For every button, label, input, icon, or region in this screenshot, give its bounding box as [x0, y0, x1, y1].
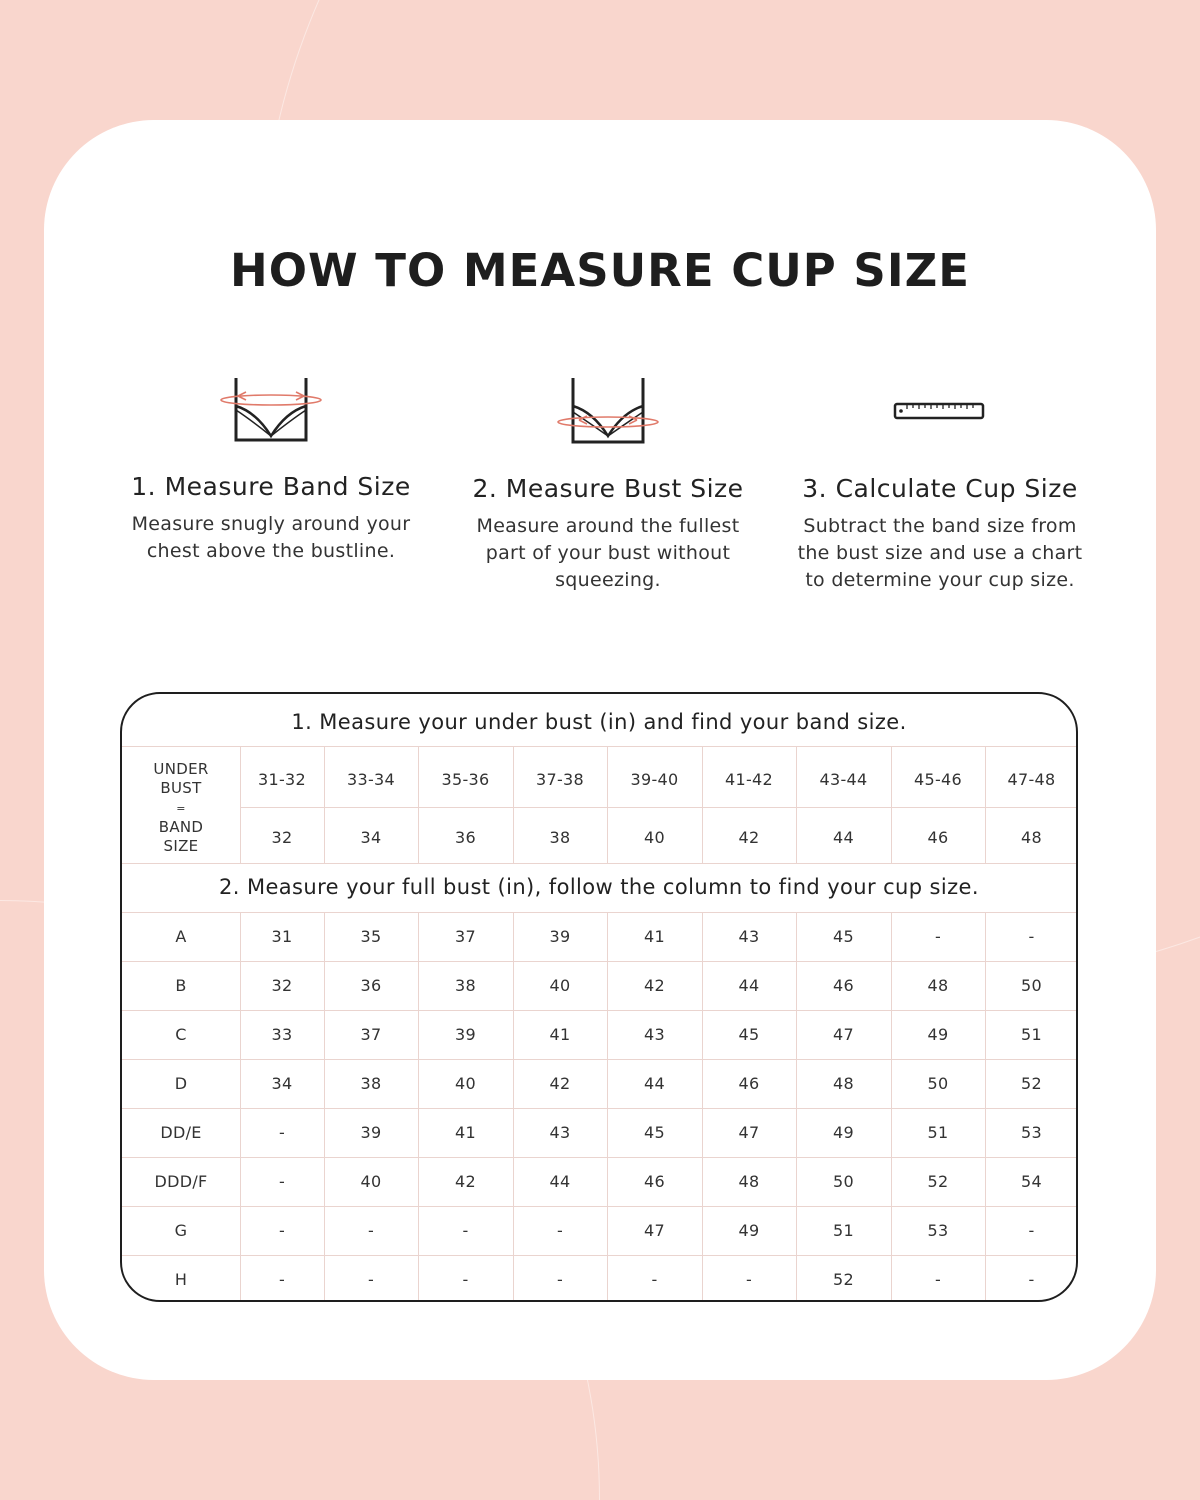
band-size-cell: 42	[738, 828, 760, 847]
grid-line	[702, 912, 703, 1302]
grid-line	[122, 1108, 1076, 1109]
bust-value-cell: 45	[738, 1025, 760, 1044]
band-size-instruction: 1. Measure your under bust (in) and find your band size.	[291, 710, 907, 734]
bust-value-cell: 33	[271, 1025, 293, 1044]
bust-value-cell: -	[462, 1270, 469, 1289]
step-title: 1. Measure Band Size	[131, 472, 411, 501]
bust-value-cell: -	[745, 1270, 753, 1289]
bust-value-cell: 51	[833, 1221, 854, 1240]
bust-value-cell: 40	[360, 1172, 382, 1191]
bust-value-cell: 44	[644, 1074, 665, 1093]
cup-label-cell: C	[175, 1025, 187, 1044]
bust-value-cell: 49	[927, 1025, 949, 1044]
bust-value-cell: 39	[360, 1123, 382, 1142]
step-title: 2. Measure Bust Size	[472, 474, 744, 503]
grid-line	[122, 912, 1076, 913]
bust-value-cell: 40	[549, 976, 571, 995]
bra-bust-icon	[443, 372, 773, 452]
cup-size-instruction: 2. Measure your full bust (in), follow the column to find your cup size.	[219, 875, 979, 899]
bust-value-cell: -	[462, 1221, 469, 1240]
bust-value-cell: 47	[644, 1221, 665, 1240]
size-chart-table	[120, 692, 1078, 1302]
bust-value-cell: -	[934, 927, 942, 946]
grid-line	[122, 1059, 1076, 1060]
bust-value-cell: -	[278, 1221, 286, 1240]
band-size-cell: 46	[927, 828, 949, 847]
page-title: HOW TO MEASURE CUP SIZE	[230, 244, 970, 297]
bust-value-cell: 43	[549, 1123, 571, 1142]
bust-value-cell: 46	[738, 1074, 760, 1093]
bust-value-cell: 47	[738, 1123, 760, 1142]
cup-label-cell: H	[174, 1270, 188, 1289]
bust-value-cell: 54	[1021, 1172, 1042, 1191]
bra-band-icon	[106, 370, 436, 450]
bust-value-cell: 50	[927, 1074, 949, 1093]
grid-line	[122, 746, 1076, 747]
grid-line	[122, 961, 1076, 962]
band-size-cell: 40	[644, 828, 665, 847]
cup-label-cell: DD/E	[160, 1123, 202, 1142]
bust-value-cell: 48	[738, 1172, 760, 1191]
bust-value-cell: 45	[833, 927, 854, 946]
bust-value-cell: 52	[927, 1172, 949, 1191]
bust-value-cell: -	[367, 1221, 375, 1240]
bust-value-cell: 36	[360, 976, 382, 995]
bust-value-cell: -	[278, 1172, 286, 1191]
grid-line	[607, 912, 608, 1302]
bust-value-cell: 37	[360, 1025, 382, 1044]
band-size-cell: 48	[1021, 828, 1042, 847]
cup-label-cell: A	[175, 927, 187, 946]
bust-value-cell: 41	[644, 927, 665, 946]
under-bust-cell: 37-38	[536, 770, 584, 789]
bust-value-cell: -	[556, 1221, 564, 1240]
bust-value-cell: -	[934, 1270, 942, 1289]
bust-value-cell: 42	[455, 1172, 476, 1191]
bust-value-cell: -	[278, 1270, 286, 1289]
grid-line	[240, 807, 1076, 808]
bust-value-cell: 32	[271, 976, 293, 995]
grid-line	[122, 863, 1076, 864]
band-size-label: UNDER BUST = BAND SIZE	[153, 760, 209, 855]
bust-value-cell: 39	[455, 1025, 476, 1044]
bust-value-cell: -	[1028, 1270, 1035, 1289]
bust-value-cell: 44	[549, 1172, 571, 1191]
under-bust-cell: 45-46	[914, 770, 962, 789]
bust-value-cell: 48	[927, 976, 949, 995]
bust-value-cell: 52	[833, 1270, 854, 1289]
step-measure-band	[106, 370, 436, 565]
grid-line	[796, 912, 797, 1302]
step-title: 3. Calculate Cup Size	[802, 474, 1078, 503]
bust-value-cell: 42	[549, 1074, 571, 1093]
bust-value-cell: -	[278, 1123, 286, 1142]
bust-value-cell: 45	[644, 1123, 665, 1142]
bust-value-cell: 43	[644, 1025, 665, 1044]
grid-line	[122, 1157, 1076, 1158]
grid-line	[891, 912, 892, 1302]
ruler-icon	[775, 372, 1105, 452]
step-measure-bust	[443, 372, 773, 594]
bust-value-cell: 37	[455, 927, 476, 946]
band-size-cell: 34	[360, 828, 382, 847]
bust-value-cell: 41	[455, 1123, 476, 1142]
bust-value-cell: 50	[1021, 976, 1042, 995]
bust-value-cell: 49	[738, 1221, 760, 1240]
bust-value-cell: 53	[1021, 1123, 1042, 1142]
cup-label-cell: B	[175, 976, 187, 995]
bust-value-cell: -	[367, 1270, 375, 1289]
bust-value-cell: 49	[833, 1123, 854, 1142]
bust-value-cell: 40	[455, 1074, 476, 1093]
bust-value-cell: 51	[927, 1123, 949, 1142]
step-description: Measure around the fullest part of your bust without squeezing.	[476, 515, 740, 591]
bust-value-cell: 48	[833, 1074, 854, 1093]
bust-value-cell: 44	[738, 976, 760, 995]
under-bust-cell: 31-32	[258, 770, 306, 789]
under-bust-cell: 43-44	[819, 770, 868, 789]
bust-value-cell: 52	[1021, 1074, 1042, 1093]
bust-value-cell: 42	[644, 976, 665, 995]
cup-label-cell: D	[174, 1074, 188, 1093]
bust-value-cell: -	[556, 1270, 564, 1289]
bust-value-cell: 53	[927, 1221, 949, 1240]
bust-value-cell: 39	[549, 927, 571, 946]
bust-value-cell: 46	[833, 976, 854, 995]
bust-value-cell: -	[651, 1270, 658, 1289]
step-calculate-cup	[775, 372, 1105, 594]
cup-label-cell: G	[174, 1221, 188, 1240]
bust-value-cell: 38	[455, 976, 476, 995]
bust-value-cell: 51	[1021, 1025, 1042, 1044]
band-size-cell: 36	[455, 828, 476, 847]
bust-value-cell: -	[1028, 927, 1035, 946]
band-size-cell: 32	[271, 828, 293, 847]
under-bust-cell: 47-48	[1007, 770, 1056, 789]
grid-line	[122, 1206, 1076, 1207]
under-bust-cell: 35-36	[441, 770, 490, 789]
cup-label-cell: DDD/F	[154, 1172, 208, 1191]
bust-value-cell: -	[1028, 1221, 1035, 1240]
grid-line	[324, 912, 325, 1302]
grid-line	[122, 1010, 1076, 1011]
band-size-cell: 44	[833, 828, 854, 847]
bust-value-cell: 46	[644, 1172, 665, 1191]
grid-line	[240, 912, 241, 1302]
grid-line	[418, 912, 419, 1302]
under-bust-cell: 39-40	[630, 770, 679, 789]
bust-value-cell: 43	[738, 927, 760, 946]
under-bust-cell: 41-42	[725, 770, 773, 789]
under-bust-cell: 33-34	[347, 770, 395, 789]
bust-value-cell: 47	[833, 1025, 854, 1044]
grid-line	[513, 912, 514, 1302]
bust-value-cell: 31	[271, 927, 293, 946]
bust-value-cell: 35	[360, 927, 382, 946]
step-description: Measure snugly around your chest above the bustline.	[131, 513, 411, 562]
bust-value-cell: 38	[360, 1074, 382, 1093]
grid-line	[122, 1255, 1076, 1256]
bust-value-cell: 41	[549, 1025, 571, 1044]
grid-line	[985, 912, 986, 1302]
step-description: Subtract the band size from the bust size and use a chart to determine your cup size.	[797, 515, 1083, 591]
band-size-cell: 38	[549, 828, 571, 847]
bust-value-cell: 34	[271, 1074, 293, 1093]
bust-value-cell: 50	[833, 1172, 854, 1191]
